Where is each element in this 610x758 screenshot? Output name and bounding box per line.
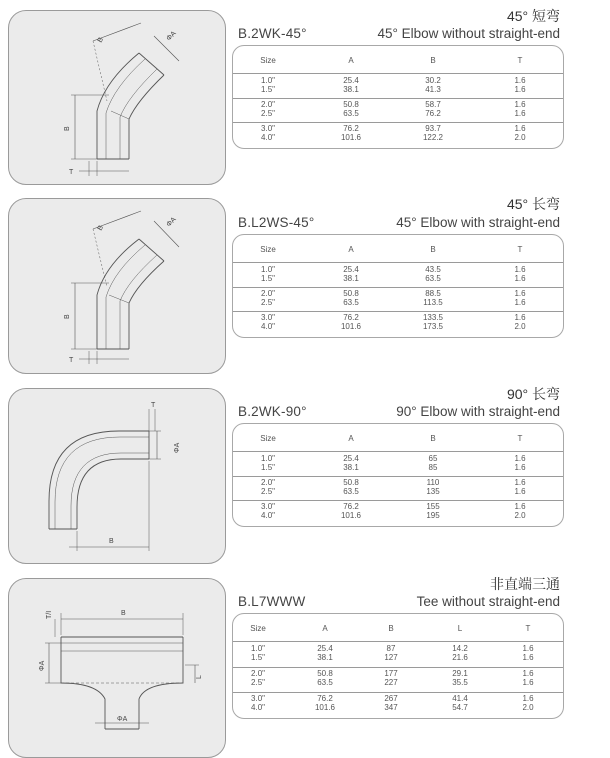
cell: 1.6 — [514, 265, 526, 274]
cell: 227 — [384, 678, 398, 687]
cell: 122.2 — [422, 133, 444, 142]
cell: 1.6 — [514, 109, 526, 118]
product-code: B.L7WWW — [238, 594, 306, 609]
cell: 63.5 — [343, 487, 359, 496]
row-group — [233, 500, 563, 524]
cell: 25.4 — [343, 265, 359, 274]
cell: 76.2 — [343, 502, 359, 511]
product-code: B.2WK-90° — [238, 404, 307, 419]
cell: 93.7 — [425, 124, 441, 133]
dim-b-label: B — [121, 610, 126, 617]
cell: 85 — [428, 463, 438, 472]
cell: 1.5" — [261, 274, 275, 283]
cell: 54.7 — [452, 703, 468, 712]
row-group — [233, 74, 563, 99]
cell: 76.2 — [425, 109, 441, 118]
cell: 50.8 — [343, 478, 359, 487]
header-a: A — [322, 624, 328, 633]
product-code: B.2WK-45° — [238, 26, 307, 41]
cell: 2.0" — [251, 669, 265, 678]
dim-t-label: T — [69, 357, 74, 364]
cell: 63.5 — [425, 274, 441, 283]
header-b: B — [430, 245, 436, 254]
cell: 101.6 — [340, 511, 362, 520]
cell: 2.0" — [261, 100, 275, 109]
cell: 1.6 — [514, 298, 526, 307]
cell: 1.6 — [514, 76, 526, 85]
cell: 1.6 — [514, 274, 526, 283]
header-b: B — [388, 624, 394, 633]
cell: 1.6 — [522, 694, 534, 703]
cell: 1.0" — [261, 76, 275, 85]
en-title: 90° Elbow with straight-end — [396, 404, 560, 419]
cell: 155 — [426, 502, 440, 511]
row-group — [233, 122, 563, 146]
cell: 38.1 — [343, 85, 359, 94]
tee-drawing — [9, 579, 225, 757]
spec-table — [232, 613, 564, 719]
cell: 3.0" — [261, 124, 275, 133]
cell: 267 — [384, 694, 398, 703]
header-size: Size — [260, 434, 276, 443]
cell: 21.6 — [452, 653, 468, 662]
cn-title: 非直端三通 — [490, 576, 560, 592]
cell: 1.6 — [514, 502, 526, 511]
cell: 2.5" — [261, 298, 275, 307]
cell: 25.4 — [343, 454, 359, 463]
header-a: A — [348, 245, 354, 254]
cell: 1.0" — [261, 454, 275, 463]
cell: 38.1 — [317, 653, 333, 662]
cell: 113.5 — [423, 298, 443, 307]
cell: 50.8 — [317, 669, 333, 678]
cell: 2.5" — [261, 487, 275, 496]
cell: 1.6 — [514, 454, 526, 463]
table-header — [233, 614, 563, 642]
cell: 1.6 — [522, 678, 534, 687]
cell: 4.0" — [261, 133, 275, 142]
cell: 50.8 — [343, 100, 359, 109]
header-b: B — [430, 56, 436, 65]
elbow-45-drawing — [9, 11, 225, 184]
elbow-90-drawing — [9, 389, 225, 563]
cell: 4.0" — [251, 703, 265, 712]
drawing-box — [8, 198, 226, 374]
cell: 50.8 — [343, 289, 359, 298]
cell: 25.4 — [343, 76, 359, 85]
cell: 1.0" — [251, 644, 265, 653]
cell: 173.5 — [422, 322, 444, 331]
dim-b-left-label: B — [64, 126, 71, 131]
dim-phi-a-label: ΦA — [165, 216, 178, 229]
cell: 2.5" — [261, 109, 275, 118]
cell: 1.6 — [514, 313, 526, 322]
header-t: T — [517, 245, 523, 254]
cell: 63.5 — [343, 109, 359, 118]
header-t: T — [517, 434, 523, 443]
cell: 3.0" — [261, 502, 275, 511]
cell: 87 — [386, 644, 396, 653]
cell: 41.3 — [425, 85, 441, 94]
dim-phi-a-label: ΦA — [39, 660, 46, 671]
row-group — [233, 287, 563, 312]
cell: 110 — [426, 478, 440, 487]
drawing-box — [8, 578, 226, 758]
table-header — [233, 424, 563, 452]
cell: 38.1 — [343, 463, 359, 472]
cell: 41.4 — [452, 694, 468, 703]
cell: 101.6 — [314, 703, 336, 712]
row-group — [233, 476, 563, 501]
cell: 1.6 — [514, 85, 526, 94]
spec-table — [232, 45, 564, 149]
cell: 2.0 — [514, 322, 526, 331]
row-group — [233, 452, 563, 477]
header-t: T — [525, 624, 531, 633]
cell: 195 — [426, 511, 440, 520]
dim-t-label: T — [69, 169, 74, 176]
cell: 2.0" — [261, 289, 275, 298]
dim-t1-label: T/I — [46, 610, 53, 619]
dim-phi-a-label: ΦA — [174, 442, 181, 453]
cell: 133.5 — [422, 313, 444, 322]
cell: 76.2 — [343, 124, 359, 133]
cn-title: 45° 短弯 — [506, 8, 560, 24]
header-t: T — [517, 56, 523, 65]
cell: 63.5 — [317, 678, 333, 687]
cell: 1.6 — [514, 487, 526, 496]
cell: 347 — [384, 703, 398, 712]
product-code: B.L2WS-45° — [238, 215, 315, 230]
cell: 1.6 — [514, 478, 526, 487]
cell: 127 — [384, 653, 398, 662]
dim-b-label: B — [96, 224, 106, 232]
header-l: L — [457, 624, 463, 633]
cell: 4.0" — [261, 511, 275, 520]
cell: 1.0" — [261, 265, 275, 274]
cell: 2.0 — [514, 511, 526, 520]
cell: 1.6 — [514, 463, 526, 472]
cell: 35.5 — [452, 678, 468, 687]
dim-phi-a-label: ΦA — [165, 30, 178, 43]
cell: 88.5 — [425, 289, 441, 298]
cell: 63.5 — [343, 298, 359, 307]
cell: 1.6 — [522, 644, 534, 653]
cell: 1.6 — [514, 289, 526, 298]
cell: 25.4 — [317, 644, 333, 653]
row-group — [233, 667, 563, 693]
cell: 177 — [384, 669, 398, 678]
cell: 58.7 — [425, 100, 441, 109]
dim-b-label: B — [96, 36, 106, 44]
cn-title: 90° 长弯 — [506, 386, 560, 402]
cell: 65 — [428, 454, 438, 463]
cell: 1.5" — [261, 463, 275, 472]
en-title: 45° Elbow with straight-end — [396, 215, 560, 230]
row-group — [233, 642, 563, 668]
spec-table — [232, 234, 564, 338]
dim-l-label: L — [196, 675, 203, 679]
cell: 29.1 — [452, 669, 468, 678]
cell: 2.0 — [514, 133, 526, 142]
cell: 76.2 — [317, 694, 333, 703]
cell: 1.6 — [514, 124, 526, 133]
header-a: A — [348, 434, 354, 443]
row-group — [233, 98, 563, 123]
row-group — [233, 263, 563, 288]
cn-title: 45° 长弯 — [506, 196, 560, 212]
spec-table — [232, 423, 564, 527]
cell: 101.6 — [340, 133, 362, 142]
cell: 2.0" — [261, 478, 275, 487]
cell: 4.0" — [261, 322, 275, 331]
drawing-box — [8, 10, 226, 185]
cell: 1.5" — [251, 653, 265, 662]
cell: 2.5" — [251, 678, 265, 687]
elbow-45-long-drawing — [9, 199, 225, 373]
dim-phi-a-bottom-label: ΦA — [117, 716, 128, 723]
cell: 1.6 — [522, 653, 534, 662]
cell: 101.6 — [340, 322, 362, 331]
cell: 2.0 — [522, 703, 534, 712]
en-title: 45° Elbow without straight-end — [377, 26, 560, 41]
cell: 1.6 — [514, 100, 526, 109]
header-size: Size — [260, 56, 276, 65]
drawing-box — [8, 388, 226, 564]
row-group — [233, 311, 563, 335]
header-size: Size — [260, 245, 276, 254]
dim-t-label: T — [151, 402, 156, 409]
cell: 1.5" — [261, 85, 275, 94]
cell: 1.6 — [522, 669, 534, 678]
header-b: B — [430, 434, 436, 443]
cell: 3.0" — [261, 313, 275, 322]
table-header — [233, 46, 563, 74]
cell: 43.5 — [425, 265, 441, 274]
header-a: A — [348, 56, 354, 65]
cell: 3.0" — [251, 694, 265, 703]
dim-b-label: B — [109, 538, 114, 545]
cell: 76.2 — [343, 313, 359, 322]
dim-b-left-label: B — [64, 314, 71, 319]
header-size: Size — [250, 624, 266, 633]
row-group — [233, 692, 563, 717]
cell: 135 — [426, 487, 440, 496]
cell: 14.2 — [452, 644, 468, 653]
table-header — [233, 235, 563, 263]
en-title: Tee without straight-end — [416, 594, 560, 609]
cell: 30.2 — [425, 76, 441, 85]
cell: 38.1 — [343, 274, 359, 283]
